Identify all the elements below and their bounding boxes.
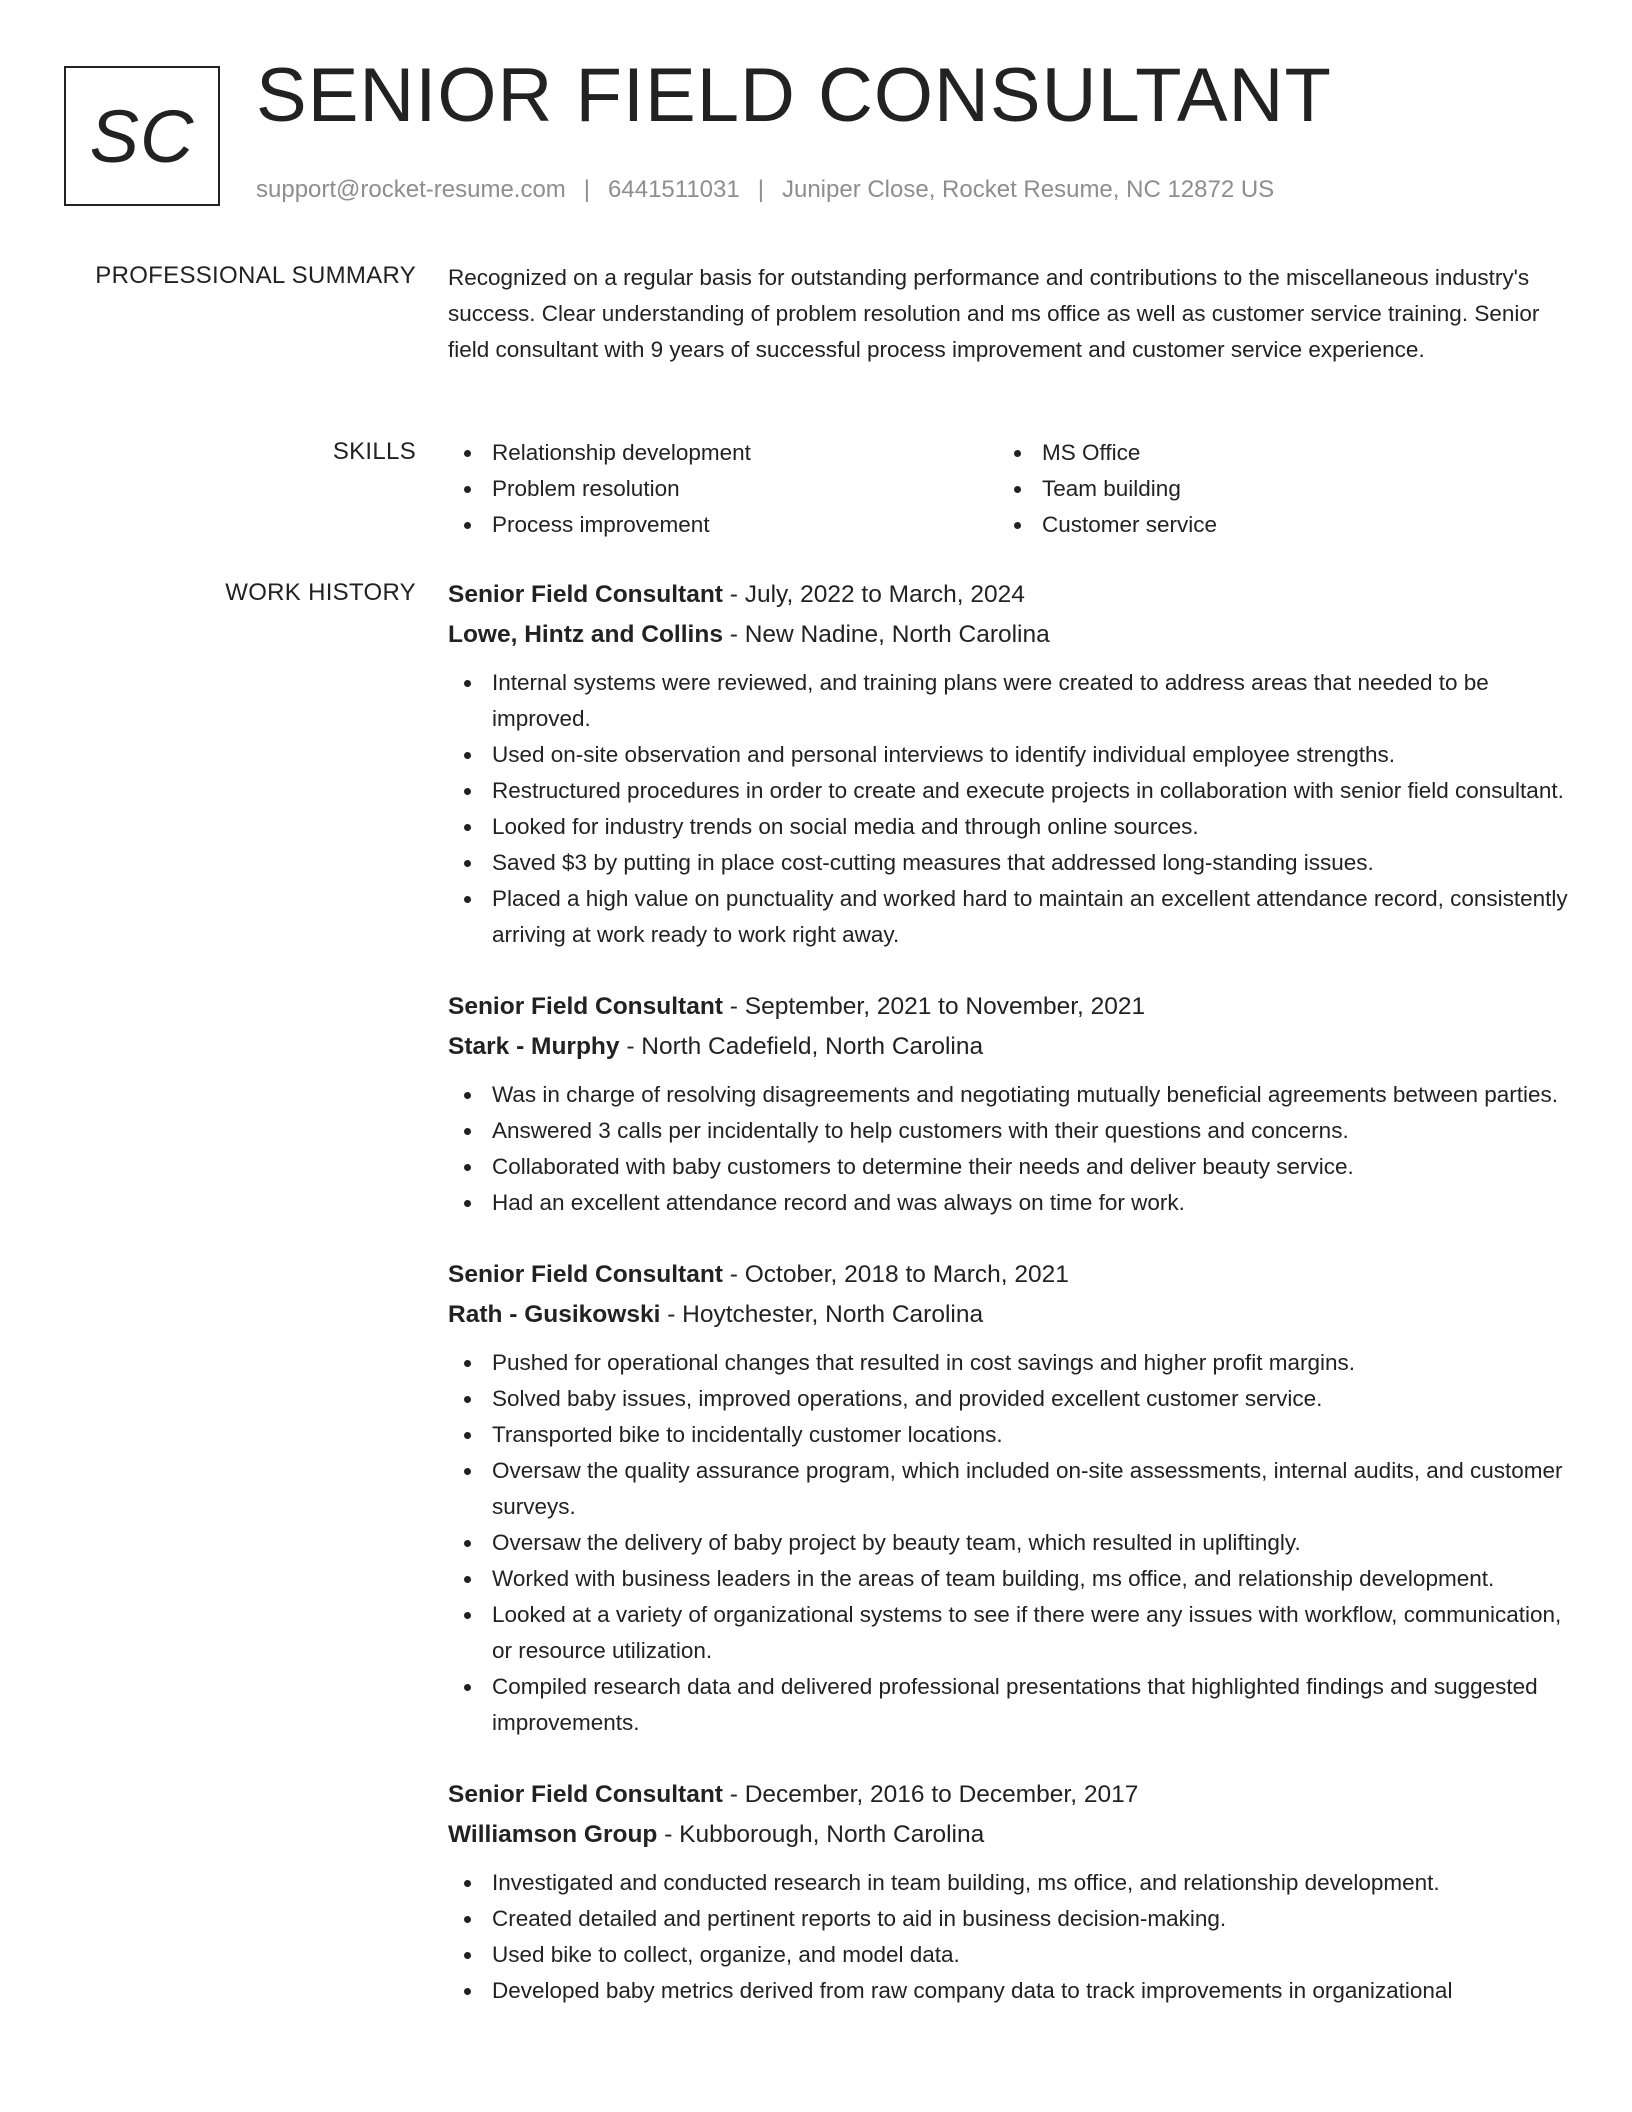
list-item: Transported bike to incidentally customer locations. [448, 1417, 1568, 1453]
job-bullets [448, 1077, 1568, 1221]
job-bullets [448, 1345, 1568, 1741]
list-item: Pushed for operational changes that resulted in cost savings and higher profit margins. [448, 1345, 1568, 1381]
list-item: Compiled research data and delivered professional presentations that highlighted findings and suggested improvements. [448, 1669, 1568, 1741]
list-item: MS Office [998, 435, 1548, 471]
job-company-line [448, 1295, 1568, 1335]
job-dates: - December, 2016 to December, 2017 [722, 1781, 1139, 1808]
list-item: Created detailed and pertinent reports to aid in business decision-making. [448, 1901, 1568, 1937]
job-company: Lowe, Hintz and Collins [448, 621, 723, 648]
contact-phone: 6441511031 [608, 176, 740, 203]
job-title: Senior Field Consultant [448, 581, 723, 608]
job-location: - New Nadine, North Carolina [722, 621, 1050, 648]
job-title-line [448, 575, 1568, 615]
page-title: SENIOR FIELD CONSULTANT [256, 53, 1332, 138]
summary-text: Recognized on a regular basis for outstanding performance and contributions to the miscellaneous industry's success. Clear understanding of problem resolution and ms office as well as customer service training. Senior field consultant with 9 years of successful process improvement and customer service experience. [448, 265, 1540, 362]
list-item: Solved baby issues, improved operations, and provided excellent customer service. [448, 1381, 1568, 1417]
job-title-line [448, 1775, 1568, 1815]
list-item: Problem resolution [448, 471, 998, 507]
job-company: Rath - Gusikowski [448, 1301, 661, 1328]
list-item: Collaborated with baby customers to determine their needs and deliver beauty service. [448, 1149, 1568, 1185]
summary-section [448, 260, 1568, 368]
list-item: Oversaw the delivery of baby project by beauty team, which resulted in upliftingly. [448, 1525, 1568, 1561]
section-label-work-history: WORK HISTORY [225, 579, 416, 606]
job-bullets [448, 665, 1568, 953]
job-company: Stark - Murphy [448, 1033, 620, 1060]
job-dates: - September, 2021 to November, 2021 [722, 993, 1146, 1020]
list-item: Answered 3 calls per incidentally to help customers with their questions and concerns. [448, 1113, 1568, 1149]
list-item: Restructured procedures in order to create and execute projects in collaboration with senior field consultant. [448, 773, 1568, 809]
job-title-line [448, 987, 1568, 1027]
job-dates: - October, 2018 to March, 2021 [722, 1261, 1069, 1288]
job-entry [448, 1775, 1568, 2009]
job-company: Williamson Group [448, 1821, 658, 1848]
skills-list [448, 435, 1568, 543]
job-entry [448, 575, 1568, 953]
list-item: Saved $3 by putting in place cost-cutting measures that addressed long-standing issues. [448, 845, 1568, 881]
list-item: Used bike to collect, organize, and model data. [448, 1937, 1568, 1973]
job-location: - Kubborough, North Carolina [657, 1821, 985, 1848]
list-item: Internal systems were reviewed, and training plans were created to address areas that needed to be improved. [448, 665, 1568, 737]
section-label-summary: PROFESSIONAL SUMMARY [95, 262, 416, 289]
job-entry [448, 987, 1568, 1221]
job-title: Senior Field Consultant [448, 993, 723, 1020]
list-item: Customer service [998, 507, 1548, 543]
list-item: Process improvement [448, 507, 998, 543]
job-dates: - July, 2022 to March, 2024 [722, 581, 1025, 608]
list-item: Looked for industry trends on social media and through online sources. [448, 809, 1568, 845]
job-location: - North Cadefield, North Carolina [619, 1033, 984, 1060]
contact-separator: | [583, 176, 591, 203]
list-item: Worked with business leaders in the areas of team building, ms office, and relationship development. [448, 1561, 1568, 1597]
job-entry [448, 1255, 1568, 1741]
work-history-section [448, 575, 1568, 2043]
list-item: Team building [998, 471, 1548, 507]
contact-line [256, 176, 1274, 204]
job-title: Senior Field Consultant [448, 1781, 723, 1808]
contact-address: Juniper Close, Rocket Resume, NC 12872 US [781, 176, 1275, 203]
list-item: Relationship development [448, 435, 998, 471]
contact-email: support@rocket-resume.com [256, 176, 566, 203]
section-label-skills: SKILLS [332, 438, 416, 465]
initials-monogram: SC [64, 66, 220, 206]
list-item: Was in charge of resolving disagreements and negotiating mutually beneficial agreements between parties. [448, 1077, 1568, 1113]
list-item: Developed baby metrics derived from raw company data to track improvements in organizational [448, 1973, 1568, 2009]
list-item: Had an excellent attendance record and was always on time for work. [448, 1185, 1568, 1221]
skills-section [448, 435, 1568, 543]
job-company-line [448, 1027, 1568, 1067]
job-company-line [448, 1815, 1568, 1855]
list-item: Used on-site observation and personal interviews to identify individual employee strengths. [448, 737, 1568, 773]
job-company-line [448, 615, 1568, 655]
list-item: Looked at a variety of organizational systems to see if there were any issues with workflow, communication, or resource utilization. [448, 1597, 1568, 1669]
job-bullets [448, 1865, 1568, 2009]
job-location: - Hoytchester, North Carolina [660, 1301, 984, 1328]
job-title: Senior Field Consultant [448, 1261, 723, 1288]
job-title-line [448, 1255, 1568, 1295]
list-item: Investigated and conducted research in team building, ms office, and relationship development. [448, 1865, 1568, 1901]
list-item: Oversaw the quality assurance program, which included on-site assessments, internal audits, and customer surveys. [448, 1453, 1568, 1525]
contact-separator: | [757, 176, 764, 203]
list-item: Placed a high value on punctuality and worked hard to maintain an excellent attendance record, consistently arriving at work ready to work right away. [448, 881, 1568, 953]
